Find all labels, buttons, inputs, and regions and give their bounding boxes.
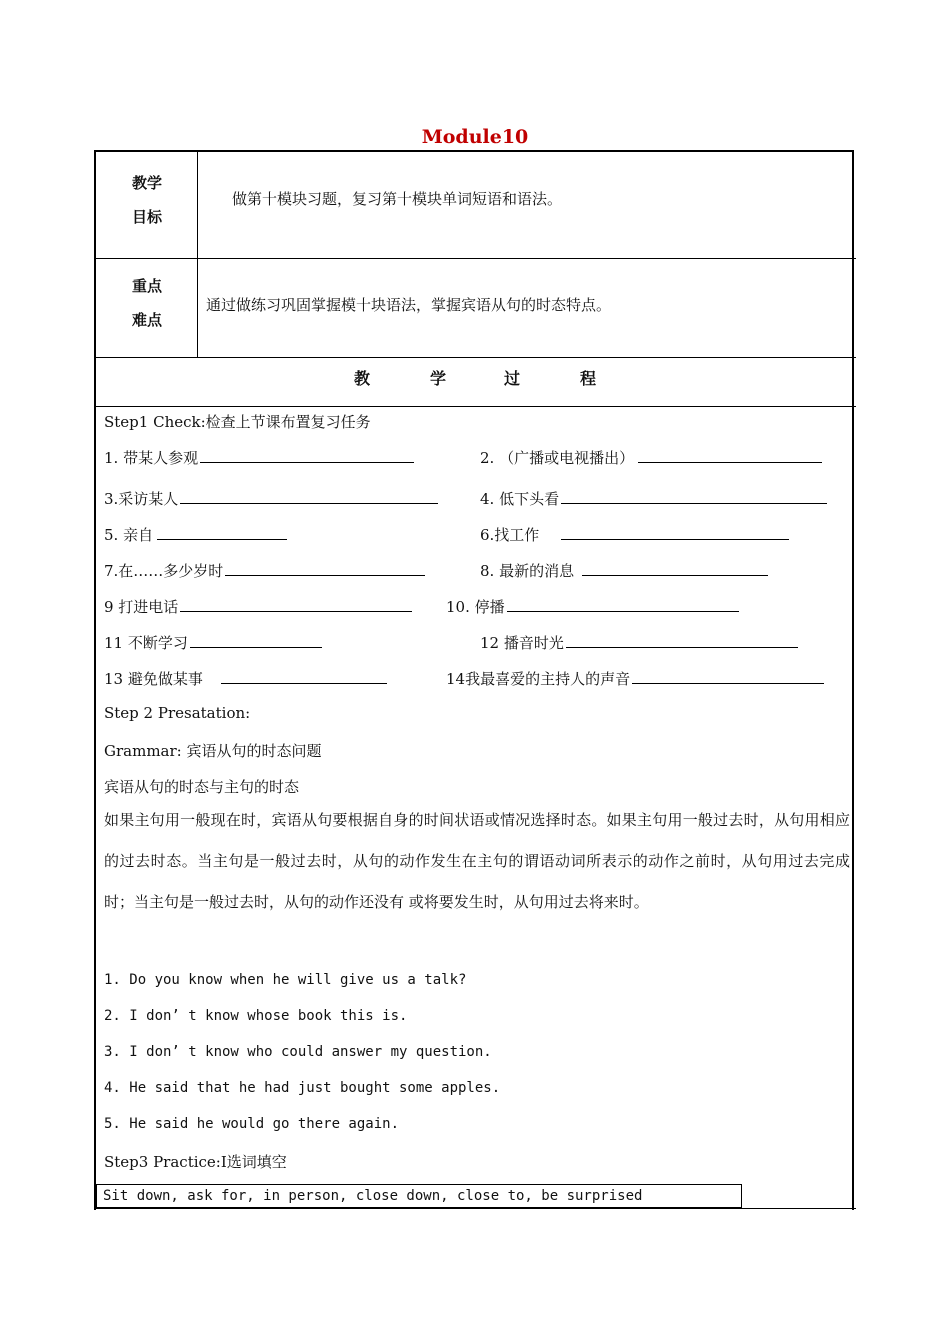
divider: [94, 357, 856, 358]
objectives-text: 做第十模块习题，复习第十模块单词短语和语法。: [232, 190, 563, 208]
vocab-item: 12 播音时光: [480, 634, 564, 652]
example-sentence: 2. I don’ t know whose book this is.: [104, 1008, 408, 1024]
process-char: 学: [430, 369, 447, 388]
step2-heading: Step 2 Presatation:: [104, 704, 251, 722]
vocab-item: 14我最喜爱的主持人的声音: [446, 670, 631, 688]
table-bottom-border: [94, 1208, 856, 1209]
grammar-heading: Grammar: 宾语从句的时态问题: [104, 742, 322, 760]
keypoints-label-1: 重点: [131, 277, 162, 295]
example-sentence: 5. He said he would go there again.: [104, 1116, 400, 1132]
process-char: 教: [354, 369, 371, 388]
step1-heading: Step1 Check:检查上节课布置复习任务: [104, 413, 371, 431]
vocab-item: 7.在……多少岁时: [104, 562, 224, 580]
objectives-label-1: 教学: [131, 174, 162, 192]
vocab-item: 9 打进电话: [104, 598, 179, 616]
vocab-item: 13 避免做某事: [104, 670, 203, 688]
grammar-paragraph: 如果主句用一般现在时，宾语从句要根据自身的时间状语或情况选择时态。如果主句用一般过去时，从句用相应的过去时态。当主句是一般过去时，从句的动作发生在主句的谓语动词所表示的动作之前时，从句用过去完成时；当主句是一般过去时，从句的动作还没有 或将要发生时，从句用过去将来时。: [104, 811, 850, 911]
step3-heading: Step3 Practice:I选词填空: [104, 1153, 287, 1171]
vocab-item: 10. 停播: [446, 598, 505, 616]
page-title: Module10: [421, 126, 529, 148]
divider: [94, 406, 856, 407]
keypoints-text: 通过做练习巩固掌握模十块语法，掌握宾语从句的时态特点。: [206, 296, 612, 314]
vocab-item: 1. 带某人参观: [104, 449, 199, 467]
divider: [94, 258, 856, 259]
process-char: 过: [504, 369, 521, 388]
vocab-item: 3.采访某人: [104, 490, 179, 508]
vocab-item: 2. （广播或电视播出）: [480, 449, 635, 467]
example-sentence: 3. I don’ t know who could answer my question.: [104, 1044, 492, 1060]
vocab-item: 11 不断学习: [104, 634, 188, 652]
process-char: 程: [580, 369, 597, 388]
example-sentence: 4. He said that he had just bought some apples.: [104, 1080, 501, 1096]
vocab-item: 8. 最新的消息: [480, 562, 575, 580]
grammar-subtitle: 宾语从句的时态与主句的时态: [104, 778, 300, 796]
vocab-item: 4. 低下头看: [480, 490, 560, 508]
vocab-item: 5. 亲自: [104, 526, 154, 544]
example-sentence: 1. Do you know when he will give us a talk?: [104, 972, 467, 988]
keypoints-label-2: 难点: [131, 311, 162, 329]
vocab-item: 6.找工作: [480, 526, 540, 544]
objectives-label-2: 目标: [131, 208, 162, 226]
word-bank-box: Sit down, ask for, in person, close down, close to, be surprised: [96, 1184, 742, 1208]
